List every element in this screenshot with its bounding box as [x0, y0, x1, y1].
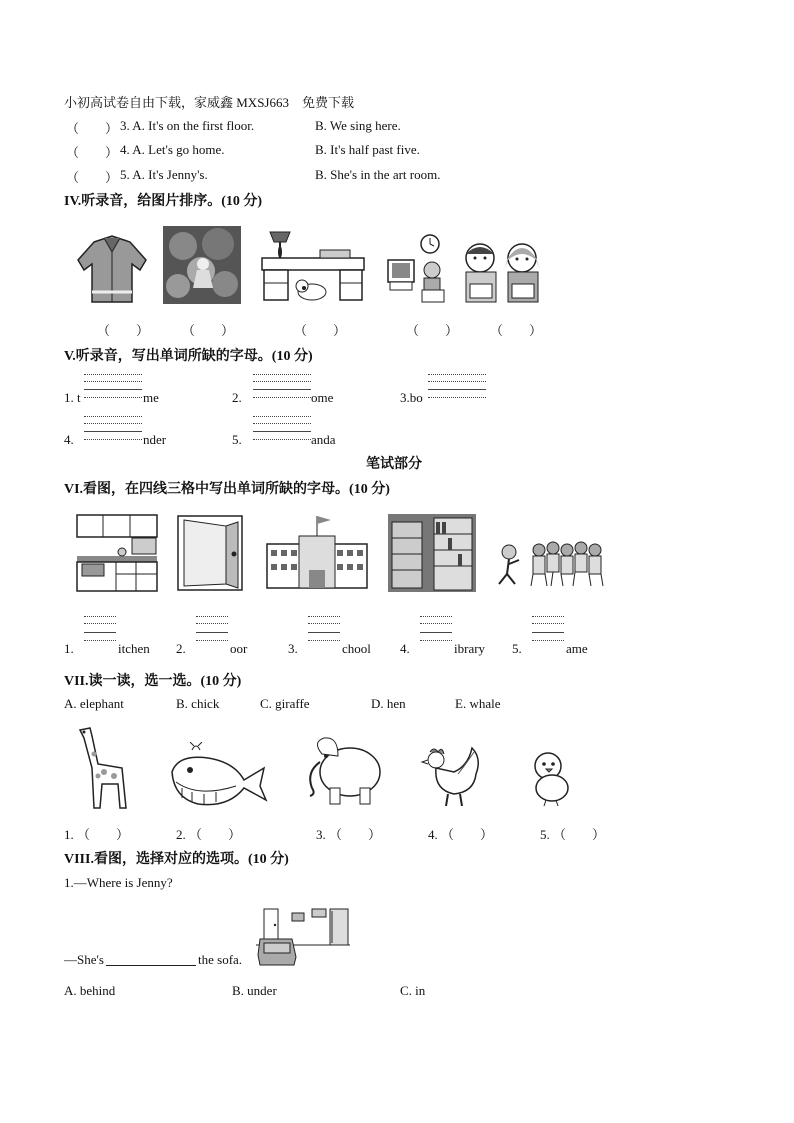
sweater-icon — [74, 232, 150, 304]
word-suffix: itchen — [118, 641, 150, 656]
section-vi-title: VI.看图，在四线三格中写出单词所缺的字母。(10 分) — [64, 482, 390, 497]
order-paren-5[interactable]: （ ） — [490, 323, 543, 338]
order-paren-4[interactable]: （ ） — [406, 323, 459, 338]
option-elephant: A. elephant — [64, 696, 124, 711]
item-number: 2. — [176, 641, 186, 656]
vii-answer-2[interactable]: 2. （ ） — [176, 827, 242, 842]
section-viii-title: VIII.看图，选择对应的选项。(10 分) — [64, 852, 289, 867]
word-suffix: nder — [143, 432, 167, 447]
forest-scene-icon — [163, 226, 241, 304]
vii-answer-4[interactable]: 4. （ ） — [428, 827, 494, 842]
word-suffix: anda — [311, 432, 336, 447]
section-vii-title: VII.读一读，选一选。(10 分) — [64, 674, 242, 689]
desk-with-dog-icon — [260, 228, 366, 304]
option-a: 5. A. It's Jenny's. — [120, 167, 208, 182]
viii-answer-suffix: the sofa. — [198, 952, 243, 967]
viii-question: 1.—Where is Jenny? — [64, 875, 173, 890]
word-suffix: me — [143, 390, 159, 405]
four-line-grid[interactable] — [196, 616, 228, 640]
written-part-heading: 笔试部分 — [366, 457, 422, 472]
whale-icon — [168, 742, 268, 812]
option-b: B. It's half past five. — [315, 142, 420, 157]
option-behind: A. behind — [64, 983, 116, 998]
four-line-grid[interactable] — [84, 616, 116, 640]
answer-blank[interactable] — [106, 965, 196, 966]
viii-answer-prefix: —She's — [64, 952, 104, 967]
item-number: 4. — [400, 641, 410, 656]
four-line-grid[interactable] — [532, 616, 564, 640]
word-suffix: ame — [566, 641, 588, 656]
kitchen-icon — [76, 514, 158, 592]
four-line-grid[interactable] — [84, 374, 142, 398]
order-paren-1[interactable]: （ ） — [97, 323, 150, 338]
option-whale: E. whale — [455, 696, 501, 711]
word-suffix: ome — [311, 390, 334, 405]
option-b: B. We sing here. — [315, 118, 401, 133]
chick-icon — [528, 748, 574, 808]
option-hen: D. hen — [371, 696, 406, 711]
four-line-grid[interactable] — [308, 616, 340, 640]
item-number: 3. — [288, 641, 298, 656]
hen-icon — [414, 744, 486, 810]
four-line-grid[interactable] — [253, 374, 311, 398]
four-line-grid[interactable] — [84, 416, 142, 440]
answer-paren[interactable]: （ ） — [66, 121, 119, 136]
header-note: 小初高试卷自由下载，家威鑫 MXSJ663 免费下载 — [64, 95, 354, 110]
vii-answer-5[interactable]: 5. （ ） — [540, 827, 606, 842]
elephant-icon — [302, 732, 384, 808]
children-playing-game-icon — [493, 540, 607, 588]
item-number: 2. — [232, 390, 242, 405]
answer-paren[interactable]: （ ） — [66, 145, 119, 160]
option-a: 3. A. It's on the first floor. — [120, 118, 255, 133]
option-under: B. under — [232, 983, 277, 998]
vii-answer-3[interactable]: 3. （ ） — [316, 827, 382, 842]
item-number: 4. — [64, 432, 74, 447]
section-iv-title: IV.听录音，给图片排序。(10 分) — [64, 194, 263, 209]
library-shelves-icon — [388, 514, 476, 592]
item-number: 1. t — [64, 390, 81, 405]
four-line-grid[interactable] — [253, 416, 311, 440]
order-paren-3[interactable]: （ ） — [294, 323, 347, 338]
word-suffix: oor — [230, 641, 248, 656]
answer-paren[interactable]: （ ） — [66, 170, 119, 185]
option-in: C. in — [400, 983, 426, 998]
four-line-grid[interactable] — [420, 616, 452, 640]
item-number: 3.bo — [400, 390, 423, 405]
word-suffix: chool — [342, 641, 371, 656]
tv-and-girl-icon — [386, 234, 450, 304]
item-number: 5. — [232, 432, 242, 447]
option-b: B. She's in the art room. — [315, 167, 441, 182]
section-v-title: V.听录音，写出单词所缺的字母。(10 分) — [64, 349, 313, 364]
option-chick: B. chick — [176, 696, 220, 711]
four-line-grid[interactable] — [428, 374, 486, 398]
option-a: 4. A. Let's go home. — [120, 142, 225, 157]
door-icon — [176, 514, 244, 592]
school-building-icon — [265, 514, 369, 592]
word-suffix: ibrary — [454, 641, 486, 656]
children-reading-icon — [460, 240, 546, 306]
order-paren-2[interactable]: （ ） — [182, 323, 235, 338]
living-room-icon — [256, 905, 350, 967]
item-number: 5. — [512, 641, 522, 656]
vii-answer-1[interactable]: 1. （ ） — [64, 827, 130, 842]
option-giraffe: C. giraffe — [260, 696, 310, 711]
giraffe-icon — [72, 724, 132, 810]
item-number: 1. — [64, 641, 74, 656]
